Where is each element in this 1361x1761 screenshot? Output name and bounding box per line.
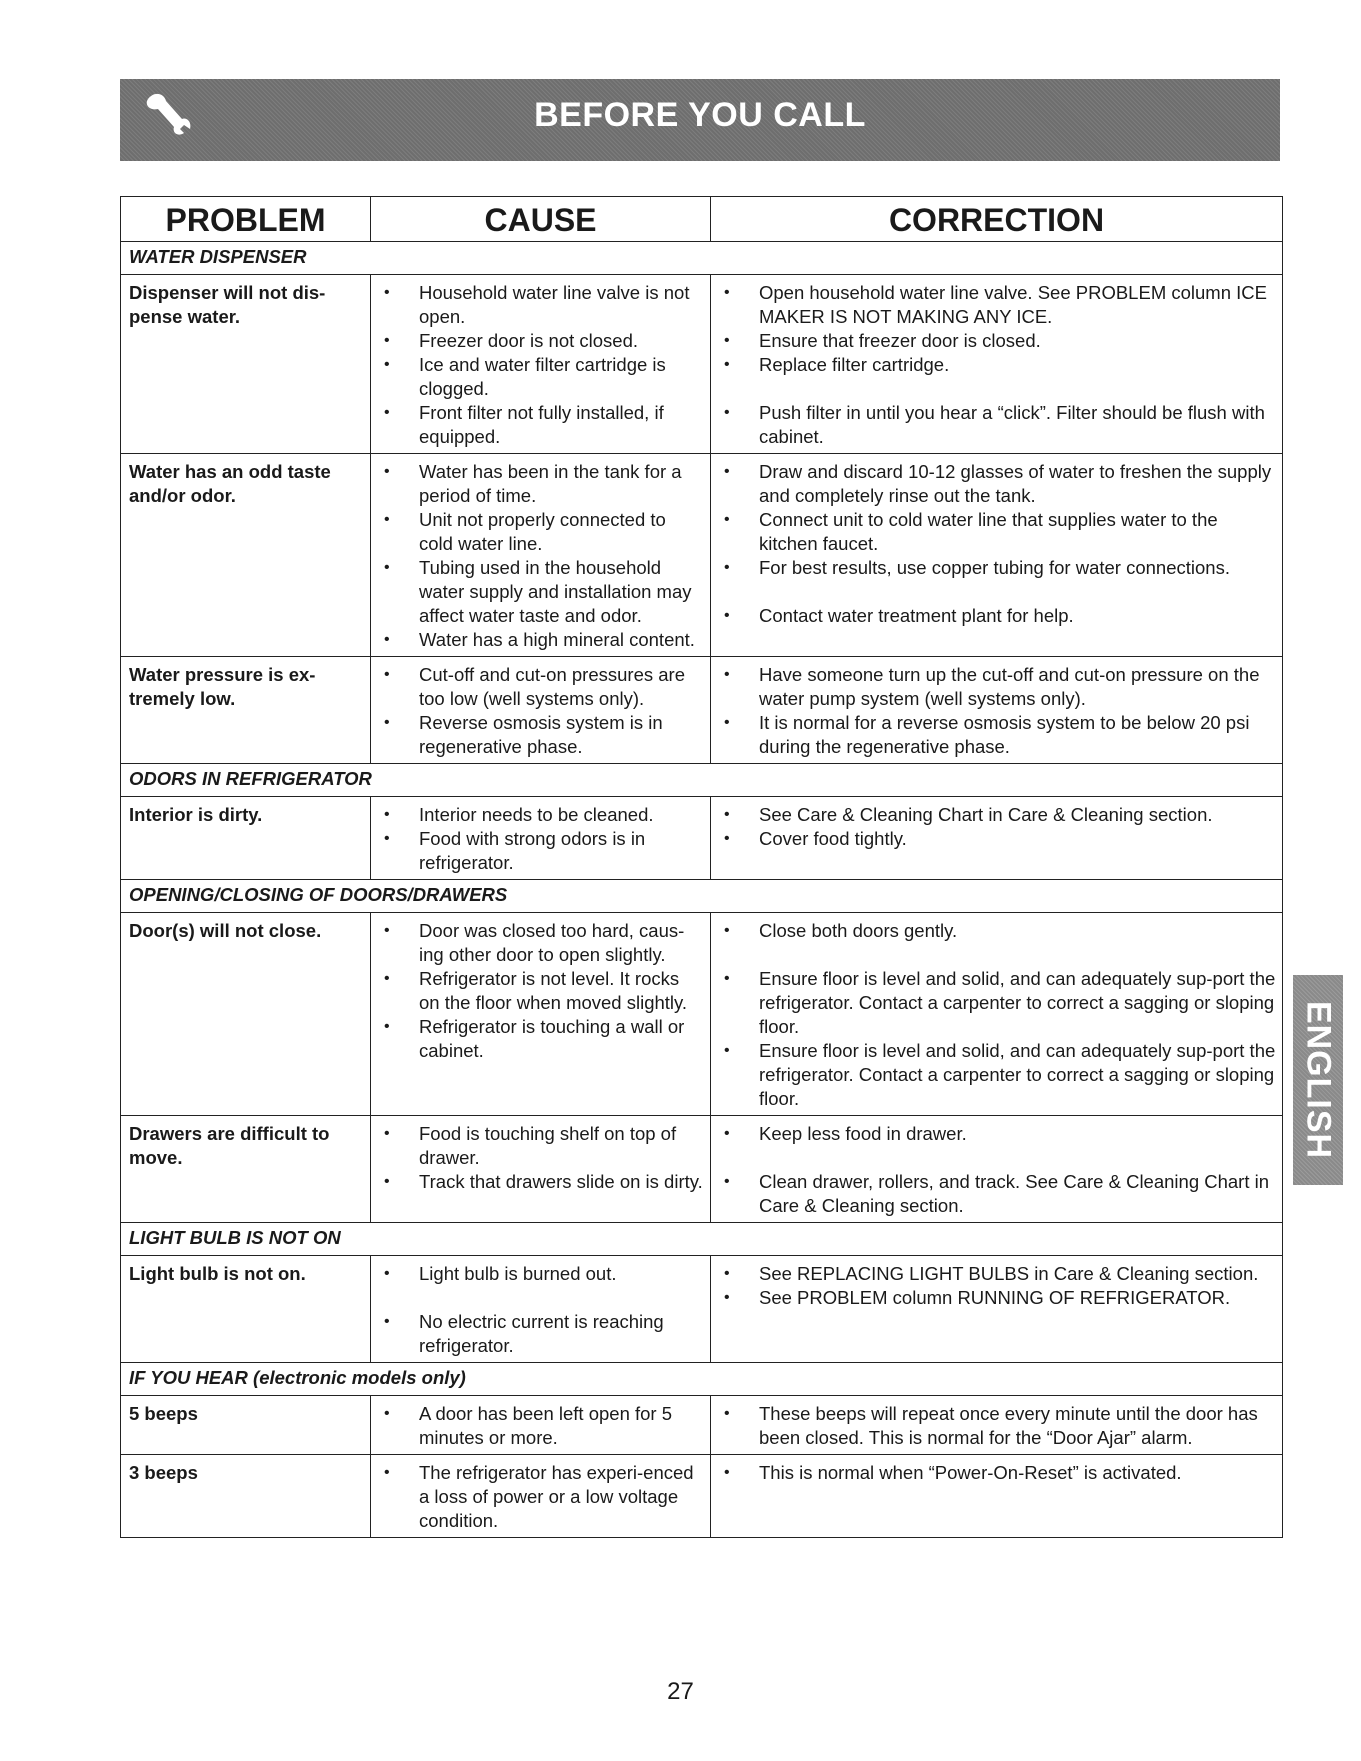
section-row — [121, 764, 1283, 797]
table-row — [121, 1455, 1283, 1538]
correction-item: • Clean drawer, rollers, and track. See Care & Cleaning Chart in Care & Cleaning section. — [719, 1170, 1276, 1218]
correction-item: • Ensure that freezer door is closed. — [719, 329, 1276, 353]
cause-cell-list — [379, 663, 704, 759]
correction-cell-list — [719, 1262, 1276, 1310]
language-tab-label: ENGLISH — [1299, 1000, 1338, 1160]
correction-item: • Open household water line valve. See PROBLEM column ICE MAKER IS NOT MAKING ANY ICE. — [719, 281, 1276, 329]
correction-cell-list — [719, 663, 1276, 759]
correction-cell-list — [719, 1402, 1276, 1450]
section-title: LIGHT BULB IS NOT ON — [121, 1223, 1283, 1256]
cause-cell-list — [379, 803, 704, 875]
correction-cell-list — [719, 919, 1276, 1111]
table-row — [121, 454, 1283, 657]
problem-cell: Water pressure is ex-tremely low. — [121, 657, 371, 764]
problem-cell: 5 beeps — [121, 1396, 371, 1455]
cause-cell — [371, 1396, 711, 1455]
section-title: IF YOU HEAR (electronic models only) — [121, 1363, 1283, 1396]
cause-cell — [371, 1116, 711, 1223]
correction-cell — [711, 913, 1283, 1116]
correction-item: • It is normal for a reverse osmosis system to be below 20 psi during the regenerative phase. — [719, 711, 1276, 759]
correction-item: • Ensure floor is level and solid, and can adequately sup-port the refrigerator. Contact a carpenter to correct a sagging or sloping floor. — [719, 967, 1276, 1039]
cause-cell — [371, 797, 711, 880]
problem-column-header: PROBLEM — [121, 197, 371, 242]
cause-cell — [371, 913, 711, 1116]
cause-item: • Food is touching shelf on top of drawer. — [379, 1122, 704, 1170]
section-row — [121, 242, 1283, 275]
table-row — [121, 657, 1283, 764]
correction-item: • See REPLACING LIGHT BULBS in Care & Cleaning section. — [719, 1262, 1276, 1286]
cause-item: • Water has been in the tank for a period of time. — [379, 460, 704, 508]
cause-cell — [371, 275, 711, 454]
section-row — [121, 1363, 1283, 1396]
correction-cell-list — [719, 1461, 1276, 1485]
correction-cell — [711, 657, 1283, 764]
section-title: WATER DISPENSER — [121, 242, 1283, 275]
correction-item: • Push filter in until you hear a “click”. Filter should be flush with cabinet. — [719, 401, 1276, 449]
cause-cell-list — [379, 919, 704, 1063]
table-row — [121, 1396, 1283, 1455]
cause-cell-list — [379, 1402, 704, 1450]
correction-item: • See PROBLEM column RUNNING OF REFRIGERATOR. — [719, 1286, 1276, 1310]
correction-item: • For best results, use copper tubing for water connections. — [719, 556, 1276, 580]
cause-cell-list — [379, 1122, 704, 1194]
problem-cell: Light bulb is not on. — [121, 1256, 371, 1363]
correction-item: • These beeps will repeat once every minute until the door has been closed. This is normal for the “Door Ajar” alarm. — [719, 1402, 1276, 1450]
correction-item: • Close both doors gently. — [719, 919, 1276, 943]
correction-cell — [711, 1116, 1283, 1223]
cause-cell — [371, 1455, 711, 1538]
correction-cell-list — [719, 281, 1276, 449]
cause-item: • Reverse osmosis system is in regenerative phase. — [379, 711, 704, 759]
correction-cell — [711, 797, 1283, 880]
cause-item: • Front filter not fully installed, if equipped. — [379, 401, 704, 449]
table-row — [121, 275, 1283, 454]
correction-cell — [711, 1396, 1283, 1455]
cause-item: • Ice and water filter cartridge is clogged. — [379, 353, 704, 401]
troubleshooting-table — [120, 196, 1283, 1538]
cause-item: • Food with strong odors is in refrigerator. — [379, 827, 704, 875]
cause-item: • A door has been left open for 5 minutes or more. — [379, 1402, 704, 1450]
correction-item: • Replace filter cartridge. — [719, 353, 1276, 377]
cause-item: • Household water line valve is not open. — [379, 281, 704, 329]
table-row — [121, 1116, 1283, 1223]
cause-item: • The refrigerator has experi-enced a loss of power or a low voltage condition. — [379, 1461, 704, 1533]
cause-column-header: CAUSE — [371, 197, 711, 242]
problem-cell: 3 beeps — [121, 1455, 371, 1538]
correction-item: • Keep less food in drawer. — [719, 1122, 1276, 1146]
cause-item: • Refrigerator is touching a wall or cabinet. — [379, 1015, 704, 1063]
correction-item: • Cover food tightly. — [719, 827, 1276, 851]
section-title: OPENING/CLOSING OF DOORS/DRAWERS — [121, 880, 1283, 913]
correction-item: • Have someone turn up the cut-off and cut-on pressure on the water pump system (well systems only). — [719, 663, 1276, 711]
problem-cell: Door(s) will not close. — [121, 913, 371, 1116]
section-row — [121, 880, 1283, 913]
correction-item: • See Care & Cleaning Chart in Care & Cleaning section. — [719, 803, 1276, 827]
page-number: 27 — [667, 1678, 694, 1705]
cause-item: • Tubing used in the household water supply and installation may affect water taste and odor. — [379, 556, 704, 628]
table-body — [121, 242, 1283, 1538]
correction-item: • Draw and discard 10-12 glasses of water to freshen the supply and completely rinse out the tank. — [719, 460, 1276, 508]
correction-item: • Connect unit to cold water line that supplies water to the kitchen faucet. — [719, 508, 1276, 556]
cause-item: • Freezer door is not closed. — [379, 329, 704, 353]
table-row — [121, 797, 1283, 880]
cause-cell — [371, 657, 711, 764]
correction-cell — [711, 275, 1283, 454]
problem-cell: Interior is dirty. — [121, 797, 371, 880]
cause-cell — [371, 1256, 711, 1363]
cause-item: • Light bulb is burned out. — [379, 1262, 704, 1286]
correction-column-header: CORRECTION — [711, 197, 1283, 242]
correction-cell — [711, 454, 1283, 657]
section-row — [121, 1223, 1283, 1256]
table-header-row — [121, 197, 1283, 242]
problem-cell: Drawers are difficult to move. — [121, 1116, 371, 1223]
correction-cell — [711, 1455, 1283, 1538]
cause-item: • Door was closed too hard, caus-ing other door to open slightly. — [379, 919, 704, 967]
correction-item: • Ensure floor is level and solid, and can adequately sup-port the refrigerator. Contact a carpenter to correct a sagging or sloping floor. — [719, 1039, 1276, 1111]
correction-cell-list — [719, 460, 1276, 628]
cause-item: • Water has a high mineral content. — [379, 628, 704, 652]
correction-item: • Contact water treatment plant for help. — [719, 604, 1276, 628]
cause-cell-list — [379, 1461, 704, 1533]
language-tab — [1293, 975, 1343, 1185]
header-banner — [120, 79, 1280, 161]
cause-item: • Cut-off and cut-on pressures are too low (well systems only). — [379, 663, 704, 711]
problem-cell: Dispenser will not dis-pense water. — [121, 275, 371, 454]
correction-cell — [711, 1256, 1283, 1363]
cause-item: • Interior needs to be cleaned. — [379, 803, 704, 827]
correction-cell-list — [719, 1122, 1276, 1218]
cause-cell-list — [379, 460, 704, 652]
section-title: ODORS IN REFRIGERATOR — [121, 764, 1283, 797]
cause-cell — [371, 454, 711, 657]
correction-item: • This is normal when “Power-On-Reset” is activated. — [719, 1461, 1276, 1485]
cause-cell-list — [379, 1262, 704, 1358]
cause-item: • Refrigerator is not level. It rocks on the floor when moved slightly. — [379, 967, 704, 1015]
correction-cell-list — [719, 803, 1276, 851]
table-row — [121, 913, 1283, 1116]
page-title: BEFORE YOU CALL — [534, 96, 866, 134]
cause-cell-list — [379, 281, 704, 449]
table-row — [121, 1256, 1283, 1363]
cause-item: • Unit not properly connected to cold water line. — [379, 508, 704, 556]
problem-cell: Water has an odd taste and/or odor. — [121, 454, 371, 657]
cause-item: • Track that drawers slide on is dirty. — [379, 1170, 704, 1194]
cause-item: • No electric current is reaching refrigerator. — [379, 1310, 704, 1358]
